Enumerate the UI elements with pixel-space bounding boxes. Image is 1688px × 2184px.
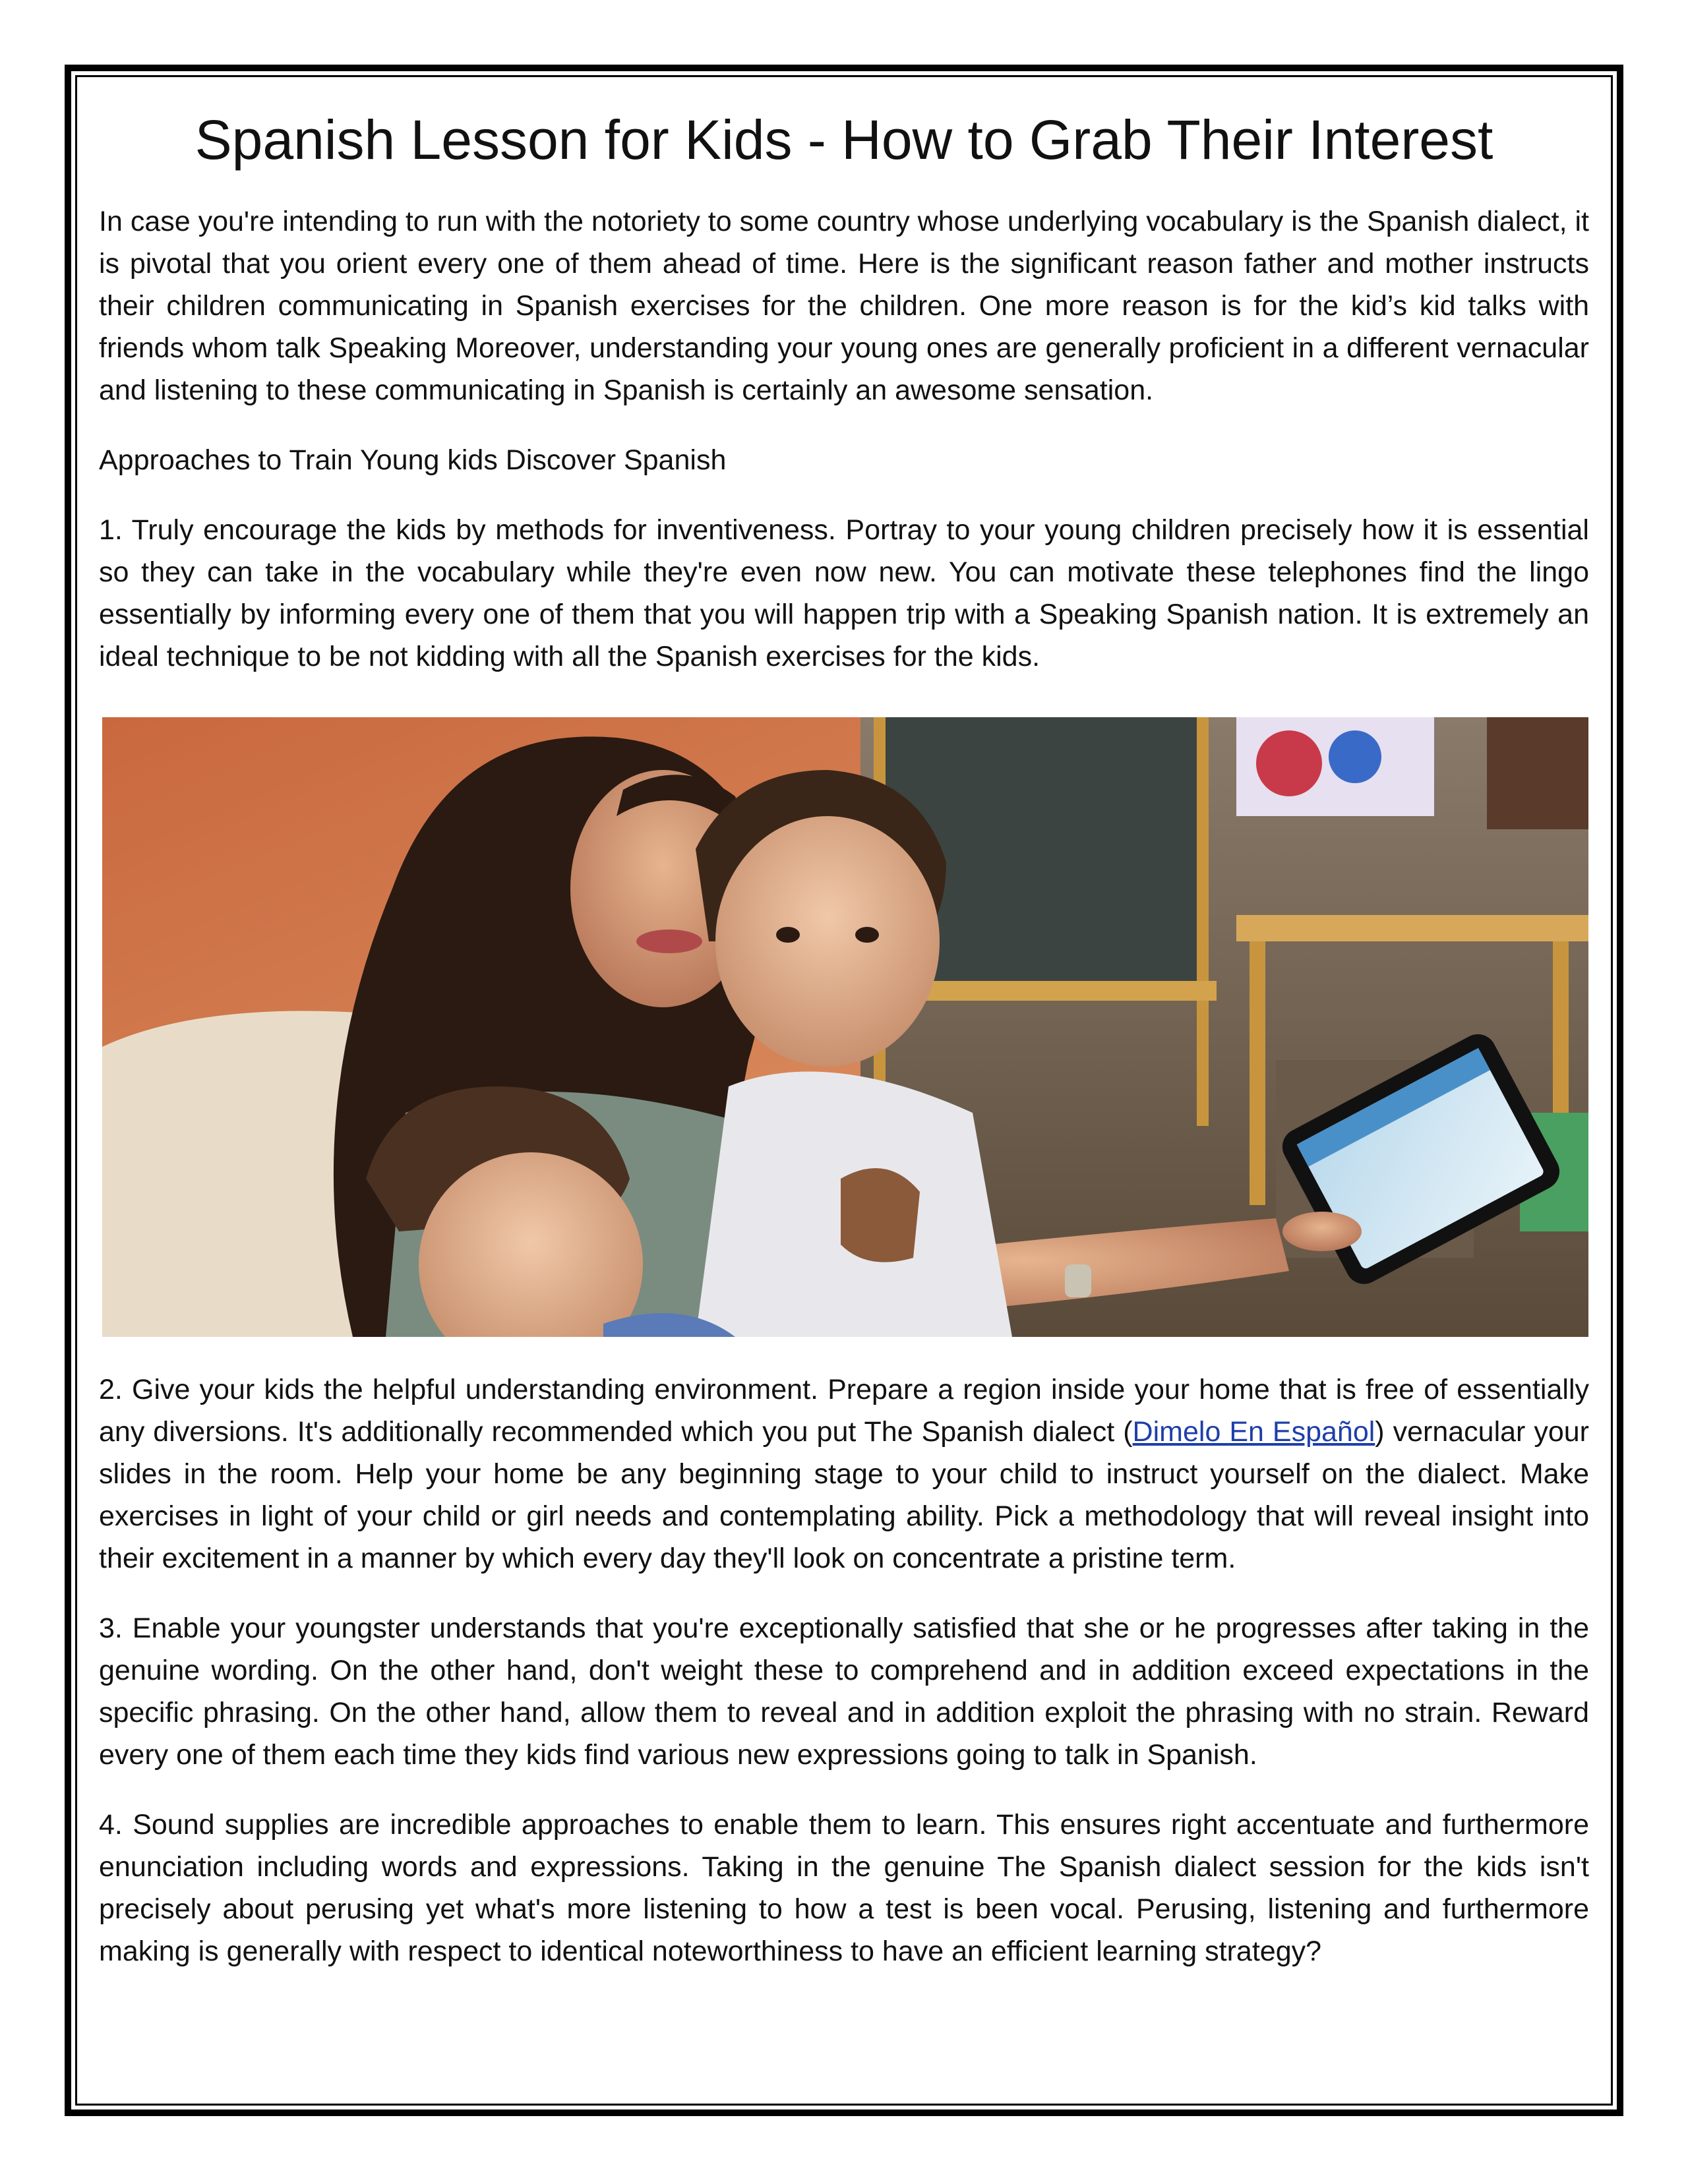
dimelo-en-espanol-link[interactable]: Dimelo En Español (1132, 1416, 1375, 1448)
section-subheading: Approaches to Train Young kids Discover Spanish (99, 444, 727, 476)
document-title: Spanish Lesson for Kids - How to Grab Their Interest (195, 109, 1493, 171)
family-photo (102, 717, 1588, 1337)
point-2-text-before-link: 2. Give your kids the helpful understanding environment. Prepare a region inside your home that is free of essentially any diversions. It's additionally recommended which you put The Spanish dialect ( (99, 1374, 1589, 1448)
point-4-paragraph: 4. Sound supplies are incredible approaches to enable them to learn. This ensures right accentuate and furthermore enunciation including words and expressions. Taking in the genuine The Spanish dialect session for the kids isn't precisely about perusing yet what's more listening to how a test is been vocal. Perusing, listening and furthermore making is generally with respect to identical noteworthiness to have an efficient learning strategy? (99, 1809, 1589, 1967)
document-body-bottom (99, 1369, 1589, 1972)
point-2-paragraph (99, 1369, 1589, 1579)
intro-paragraph: In case you're intending to run with the notoriety to some country whose underlying vocabulary is the Spanish dialect, it is pivotal that you orient every one of them ahead of time. Here is the significant reason father and mother instructs their children communicating in Spanish exercises for the children. One more reason is for the kid’s kid talks with friends whom talk Speaking Moreover, understanding your young ones are generally proficient in a different vernacular and listening to these communicating in Spanish is certainly an awesome sensation. (99, 206, 1589, 406)
point-3-paragraph: 3. Enable your youngster understands that you're exceptionally satisfied that she or he progresses after taking in the genuine wording. On the other hand, don't weight these to comprehend and in addition exceed expectations in the specific phrasing. On the other hand, allow them to reveal and in addition exploit the phrasing with no strain. Reward every one of them each time they kids find various new expressions going to talk in Spanish. (99, 1612, 1589, 1771)
point-2-text-after-link: ) vernacular your slides in the room. Help your home be any beginning stage to your child to instruct yourself on the dialect. Make exercises in light of your child or girl needs and contemplating ability. Pick a methodology that will reveal insight into their excitement in a manner by which every day they'll look on concentrate a pristine term. (99, 1416, 1589, 1574)
point-1-paragraph: 1. Truly encourage the kids by methods for inventiveness. Portray to your young children precisely how it is essential so they can take in the vocabulary while they're even now new. You can motivate these telephones find the lingo essentially by informing every one of them that you will happen trip with a Speaking Spanish nation. It is extremely an ideal technique to be not kidding with all the Spanish exercises for the kids. (99, 514, 1589, 672)
document-body-top (99, 99, 1589, 678)
